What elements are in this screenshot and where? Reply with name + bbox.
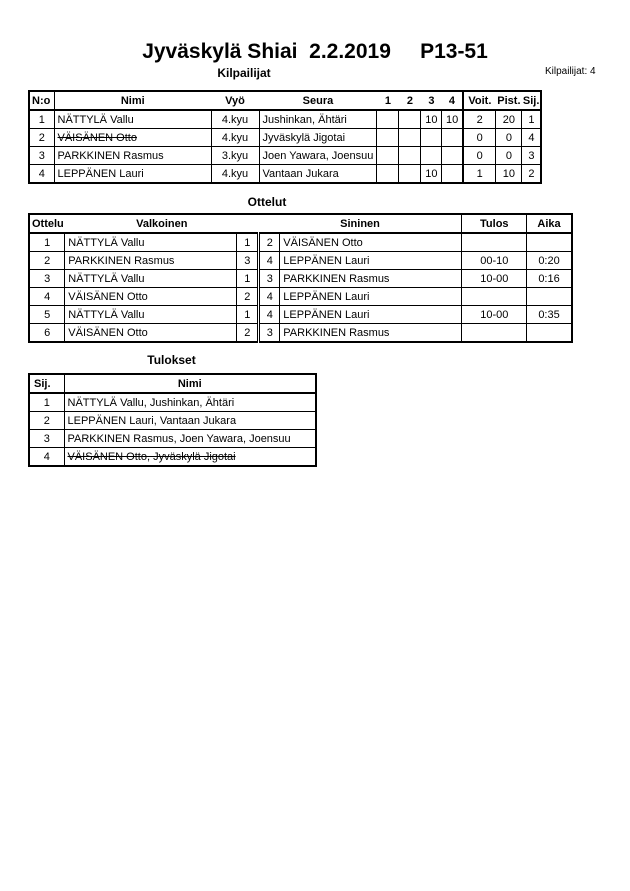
kilpailijat-table <box>28 90 542 184</box>
cell-blue-number: 4 <box>259 252 280 270</box>
cell-score-4 <box>442 147 463 165</box>
cell-score-3 <box>421 147 442 165</box>
match-row <box>29 233 572 252</box>
cell-nimi: VÄISÄNEN Otto, Jyväskylä Jigotai <box>64 448 316 467</box>
cell-white-number: 1 <box>237 306 259 324</box>
cell-tulos <box>462 288 527 306</box>
cell-seura: Jyväskylä Jigotai <box>259 129 377 147</box>
cell-match-no: 2 <box>29 252 65 270</box>
col-header-2: 2 <box>399 91 421 110</box>
cell-match-no: 3 <box>29 270 65 288</box>
cell-match-no: 1 <box>29 233 65 252</box>
cell-nimi: PARKKINEN Rasmus, Joen Yawara, Joensuu <box>64 430 316 448</box>
cell-aika <box>527 324 572 343</box>
cell-sij: 3 <box>29 430 64 448</box>
col-header-sij: Sij. <box>522 91 542 110</box>
tulokset-header-row <box>29 374 316 393</box>
cell-score-3: 10 <box>421 110 442 129</box>
cell-white-name: NÄTTYLÄ Vallu <box>65 233 237 252</box>
cell-blue-name: PARKKINEN Rasmus <box>280 324 462 343</box>
cell-white-number: 1 <box>237 270 259 288</box>
cell-score-1 <box>377 147 399 165</box>
cell-score-1 <box>377 165 399 184</box>
cell-white-number: 2 <box>237 288 259 306</box>
cell-match-no: 5 <box>29 306 65 324</box>
cell-tulos: 00-10 <box>462 252 527 270</box>
col-header-sininen: Sininen <box>259 214 462 233</box>
cell-tulos <box>462 324 527 343</box>
cell-voit: 2 <box>463 110 496 129</box>
cell-sij: 2 <box>29 412 64 430</box>
cell-white-name: VÄISÄNEN Otto <box>65 288 237 306</box>
cell-blue-number: 3 <box>259 324 280 343</box>
cell-blue-name: VÄISÄNEN Otto <box>280 233 462 252</box>
cell-pist: 10 <box>496 165 522 184</box>
col-header-voit: Voit. <box>463 91 496 110</box>
result-row <box>29 393 316 412</box>
cell-white-name: VÄISÄNEN Otto <box>65 324 237 343</box>
cell-pist: 20 <box>496 110 522 129</box>
cell-score-2 <box>399 110 421 129</box>
col-header-nimi: Nimi <box>64 374 316 393</box>
col-header-3: 3 <box>421 91 442 110</box>
competitor-row <box>29 165 541 184</box>
competitor-row <box>29 147 541 165</box>
cell-white-number: 1 <box>237 233 259 252</box>
cell-vyo: 4.kyu <box>211 129 259 147</box>
cell-score-4 <box>442 129 463 147</box>
cell-score-3: 10 <box>421 165 442 184</box>
cell-sij: 4 <box>29 448 64 467</box>
cell-score-4 <box>442 165 463 184</box>
cell-pist: 0 <box>496 147 522 165</box>
cell-white-name: NÄTTYLÄ Vallu <box>65 270 237 288</box>
cell-tulos: 10-00 <box>462 306 527 324</box>
cell-no: 3 <box>29 147 54 165</box>
cell-vyo: 4.kyu <box>211 165 259 184</box>
cell-sij: 1 <box>29 393 64 412</box>
cell-blue-name: PARKKINEN Rasmus <box>280 270 462 288</box>
cell-blue-name: LEPPÄNEN Lauri <box>280 288 462 306</box>
cell-sij: 1 <box>522 110 542 129</box>
cell-nimi: LEPPÄNEN Lauri, Vantaan Jukara <box>64 412 316 430</box>
col-header-no: N:o <box>29 91 54 110</box>
result-row <box>29 448 316 467</box>
cell-aika: 0:16 <box>527 270 572 288</box>
cell-blue-number: 3 <box>259 270 280 288</box>
cell-voit: 0 <box>463 129 496 147</box>
col-header-nimi: Nimi <box>54 91 211 110</box>
match-row <box>29 324 572 343</box>
cell-score-2 <box>399 165 421 184</box>
cell-no: 4 <box>29 165 54 184</box>
col-header-vyo: Vyö <box>211 91 259 110</box>
match-row <box>29 288 572 306</box>
cell-white-number: 2 <box>237 324 259 343</box>
competitor-row <box>29 129 541 147</box>
cell-blue-number: 2 <box>259 233 280 252</box>
cell-white-number: 3 <box>237 252 259 270</box>
col-header-sij: Sij. <box>29 374 64 393</box>
col-header-ottelu: Ottelu <box>29 214 65 233</box>
cell-nimi: NÄTTYLÄ Vallu <box>54 110 211 129</box>
cell-nimi: PARKKINEN Rasmus <box>54 147 211 165</box>
cell-nimi: LEPPÄNEN Lauri <box>54 165 211 184</box>
cell-score-2 <box>399 129 421 147</box>
cell-nimi: NÄTTYLÄ Vallu, Jushinkan, Ähtäri <box>64 393 316 412</box>
cell-voit: 0 <box>463 147 496 165</box>
cell-match-no: 6 <box>29 324 65 343</box>
ottelut-header-row <box>29 214 572 233</box>
page-title: Jyväskylä Shiai 2.2.2019 P13-51 <box>142 40 488 63</box>
cell-nimi: VÄISÄNEN Otto <box>54 129 211 147</box>
cell-pist: 0 <box>496 129 522 147</box>
ottelut-table <box>28 213 573 343</box>
col-header-1: 1 <box>377 91 399 110</box>
col-header-valkoinen: Valkoinen <box>65 214 259 233</box>
col-header-seura: Seura <box>259 91 377 110</box>
col-header-tulos: Tulos <box>462 214 527 233</box>
cell-no: 1 <box>29 110 54 129</box>
cell-tulos <box>462 233 527 252</box>
cell-score-1 <box>377 129 399 147</box>
cell-blue-number: 4 <box>259 306 280 324</box>
cell-seura: Vantaan Jukara <box>259 165 377 184</box>
cell-aika <box>527 288 572 306</box>
match-row <box>29 306 572 324</box>
ottelut-section-title: Ottelut <box>247 195 287 209</box>
result-row <box>29 412 316 430</box>
cell-sij: 3 <box>522 147 542 165</box>
cell-score-1 <box>377 110 399 129</box>
col-header-aika: Aika <box>527 214 572 233</box>
competitors-count: Kilpailijat: 4 <box>545 66 596 77</box>
kilpailijat-section-title: Kilpailijat <box>217 66 271 80</box>
cell-vyo: 3.kyu <box>211 147 259 165</box>
match-row <box>29 252 572 270</box>
cell-blue-number: 4 <box>259 288 280 306</box>
cell-seura: Joen Yawara, Joensuu <box>259 147 377 165</box>
cell-score-3 <box>421 129 442 147</box>
match-row <box>29 270 572 288</box>
cell-sij: 2 <box>522 165 542 184</box>
cell-score-4: 10 <box>442 110 463 129</box>
cell-blue-name: LEPPÄNEN Lauri <box>280 306 462 324</box>
col-header-pist: Pist. <box>496 91 522 110</box>
kilpailijat-header-row <box>29 91 541 110</box>
cell-vyo: 4.kyu <box>211 110 259 129</box>
cell-no: 2 <box>29 129 54 147</box>
cell-aika: 0:20 <box>527 252 572 270</box>
cell-voit: 1 <box>463 165 496 184</box>
cell-tulos: 10-00 <box>462 270 527 288</box>
cell-blue-name: LEPPÄNEN Lauri <box>280 252 462 270</box>
cell-score-2 <box>399 147 421 165</box>
cell-sij: 4 <box>522 129 542 147</box>
tulokset-section-title: Tulokset <box>147 353 196 367</box>
col-header-4: 4 <box>442 91 463 110</box>
tulokset-table <box>28 373 317 467</box>
cell-aika: 0:35 <box>527 306 572 324</box>
cell-seura: Jushinkan, Ähtäri <box>259 110 377 129</box>
cell-match-no: 4 <box>29 288 65 306</box>
result-row <box>29 430 316 448</box>
competitor-row <box>29 110 541 129</box>
cell-aika <box>527 233 572 252</box>
cell-white-name: PARKKINEN Rasmus <box>65 252 237 270</box>
cell-white-name: NÄTTYLÄ Vallu <box>65 306 237 324</box>
